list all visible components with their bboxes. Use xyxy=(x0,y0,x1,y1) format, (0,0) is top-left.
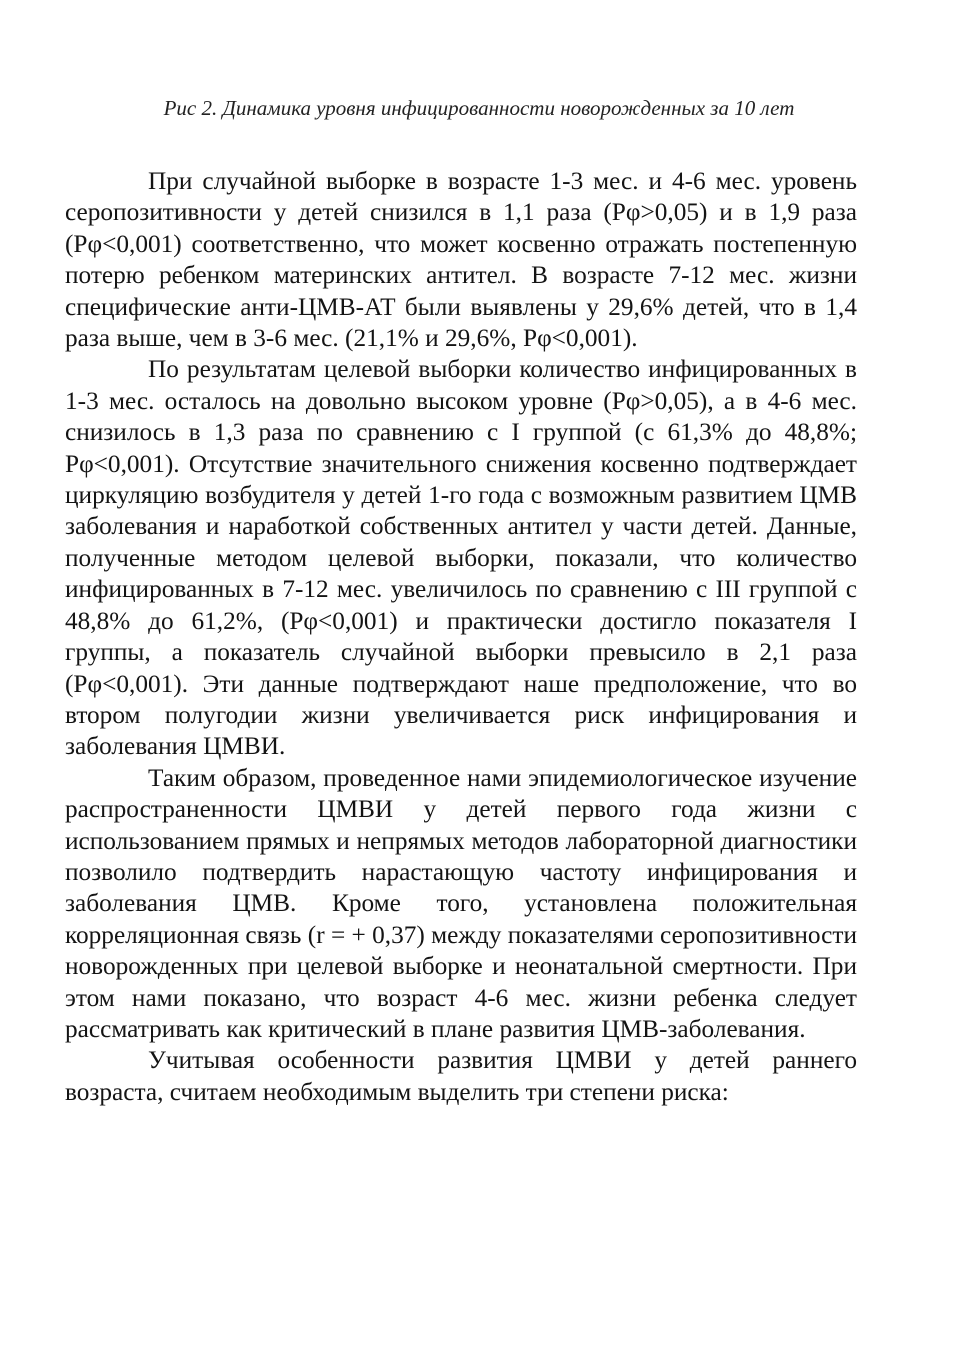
paragraph-risk-degrees: Учитывая особенности развития ЦМВИ у детей раннего возраста, считаем необходимым выделить три степени риска: xyxy=(65,1046,857,1106)
figure-caption: Рис 2. Динамика уровня инфицированности новорожденных за 10 лет xyxy=(163,96,795,120)
body-text xyxy=(65,166,857,1108)
paragraph-random-sample: При случайной выборке в возрасте 1-3 мес. и 4-6 мес. уровень серопозитивности у детей снизился в 1,1 раза (Рφ>0,05) и в 1,9 раза (Рφ<0,001) соответственно, что может косвенно отражать постепенную потерю ребенком материнских антител. В возрасте 7-12 мес. жизни специфические анти-ЦМВ-АТ были выявлены у 29,6% детей, что в 1,4 раза выше, чем в 3-6 мес. (21,1% и 29,6%, Рφ<0,001). xyxy=(65,167,857,353)
paragraph-target-sample: По результатам целевой выборки количество инфицированных в 1-3 мес. осталось на довольно высоком уровне (Рφ>0,05), а в 4-6 мес. снизилось в 1,3 раза по сравнению с I группой (с 61,3% до 48,8%; Рφ<0,001). Отсутствие значительного снижения косвенно подтверждает циркуляцию возбудителя у детей 1-го года с возможным развитием ЦМВ заболевания и наработкой собственных антител у части детей. Данные, полученные методом целевой выборки, показали, что количество инфицированных в 7-12 мес. увеличилось по сравнению с III группой с 48,8% до 61,2%, (Рφ<0,001) и практически достигло показателя I группы, а показатель случайной выборки превысило в 2,1 раза (Рφ<0,001). Эти данные подтверждают наше предположение, что во втором полугодии жизни увеличивается риск инфицирования и заболевания ЦМВИ. xyxy=(65,355,857,761)
paragraph-conclusion: Таким образом, проведенное нами эпидемиологическое изучение распространенности ЦМВИ у детей первого года жизни с использованием прямых и непрямых методов лабораторной диагностики позволило подтвердить нарастающую частоту инфицирования и заболевания ЦМВ. Кроме того, установлена положительная корреляционная связь (r = + 0,37) между показателями серопозитивности новорожденных при целевой выборке и неонатальной смертности. При этом нами показано, что возраст 4-6 мес. жизни ребенка следует рассматривать как критический в плане развития ЦМВ-заболевания. xyxy=(65,763,857,1043)
